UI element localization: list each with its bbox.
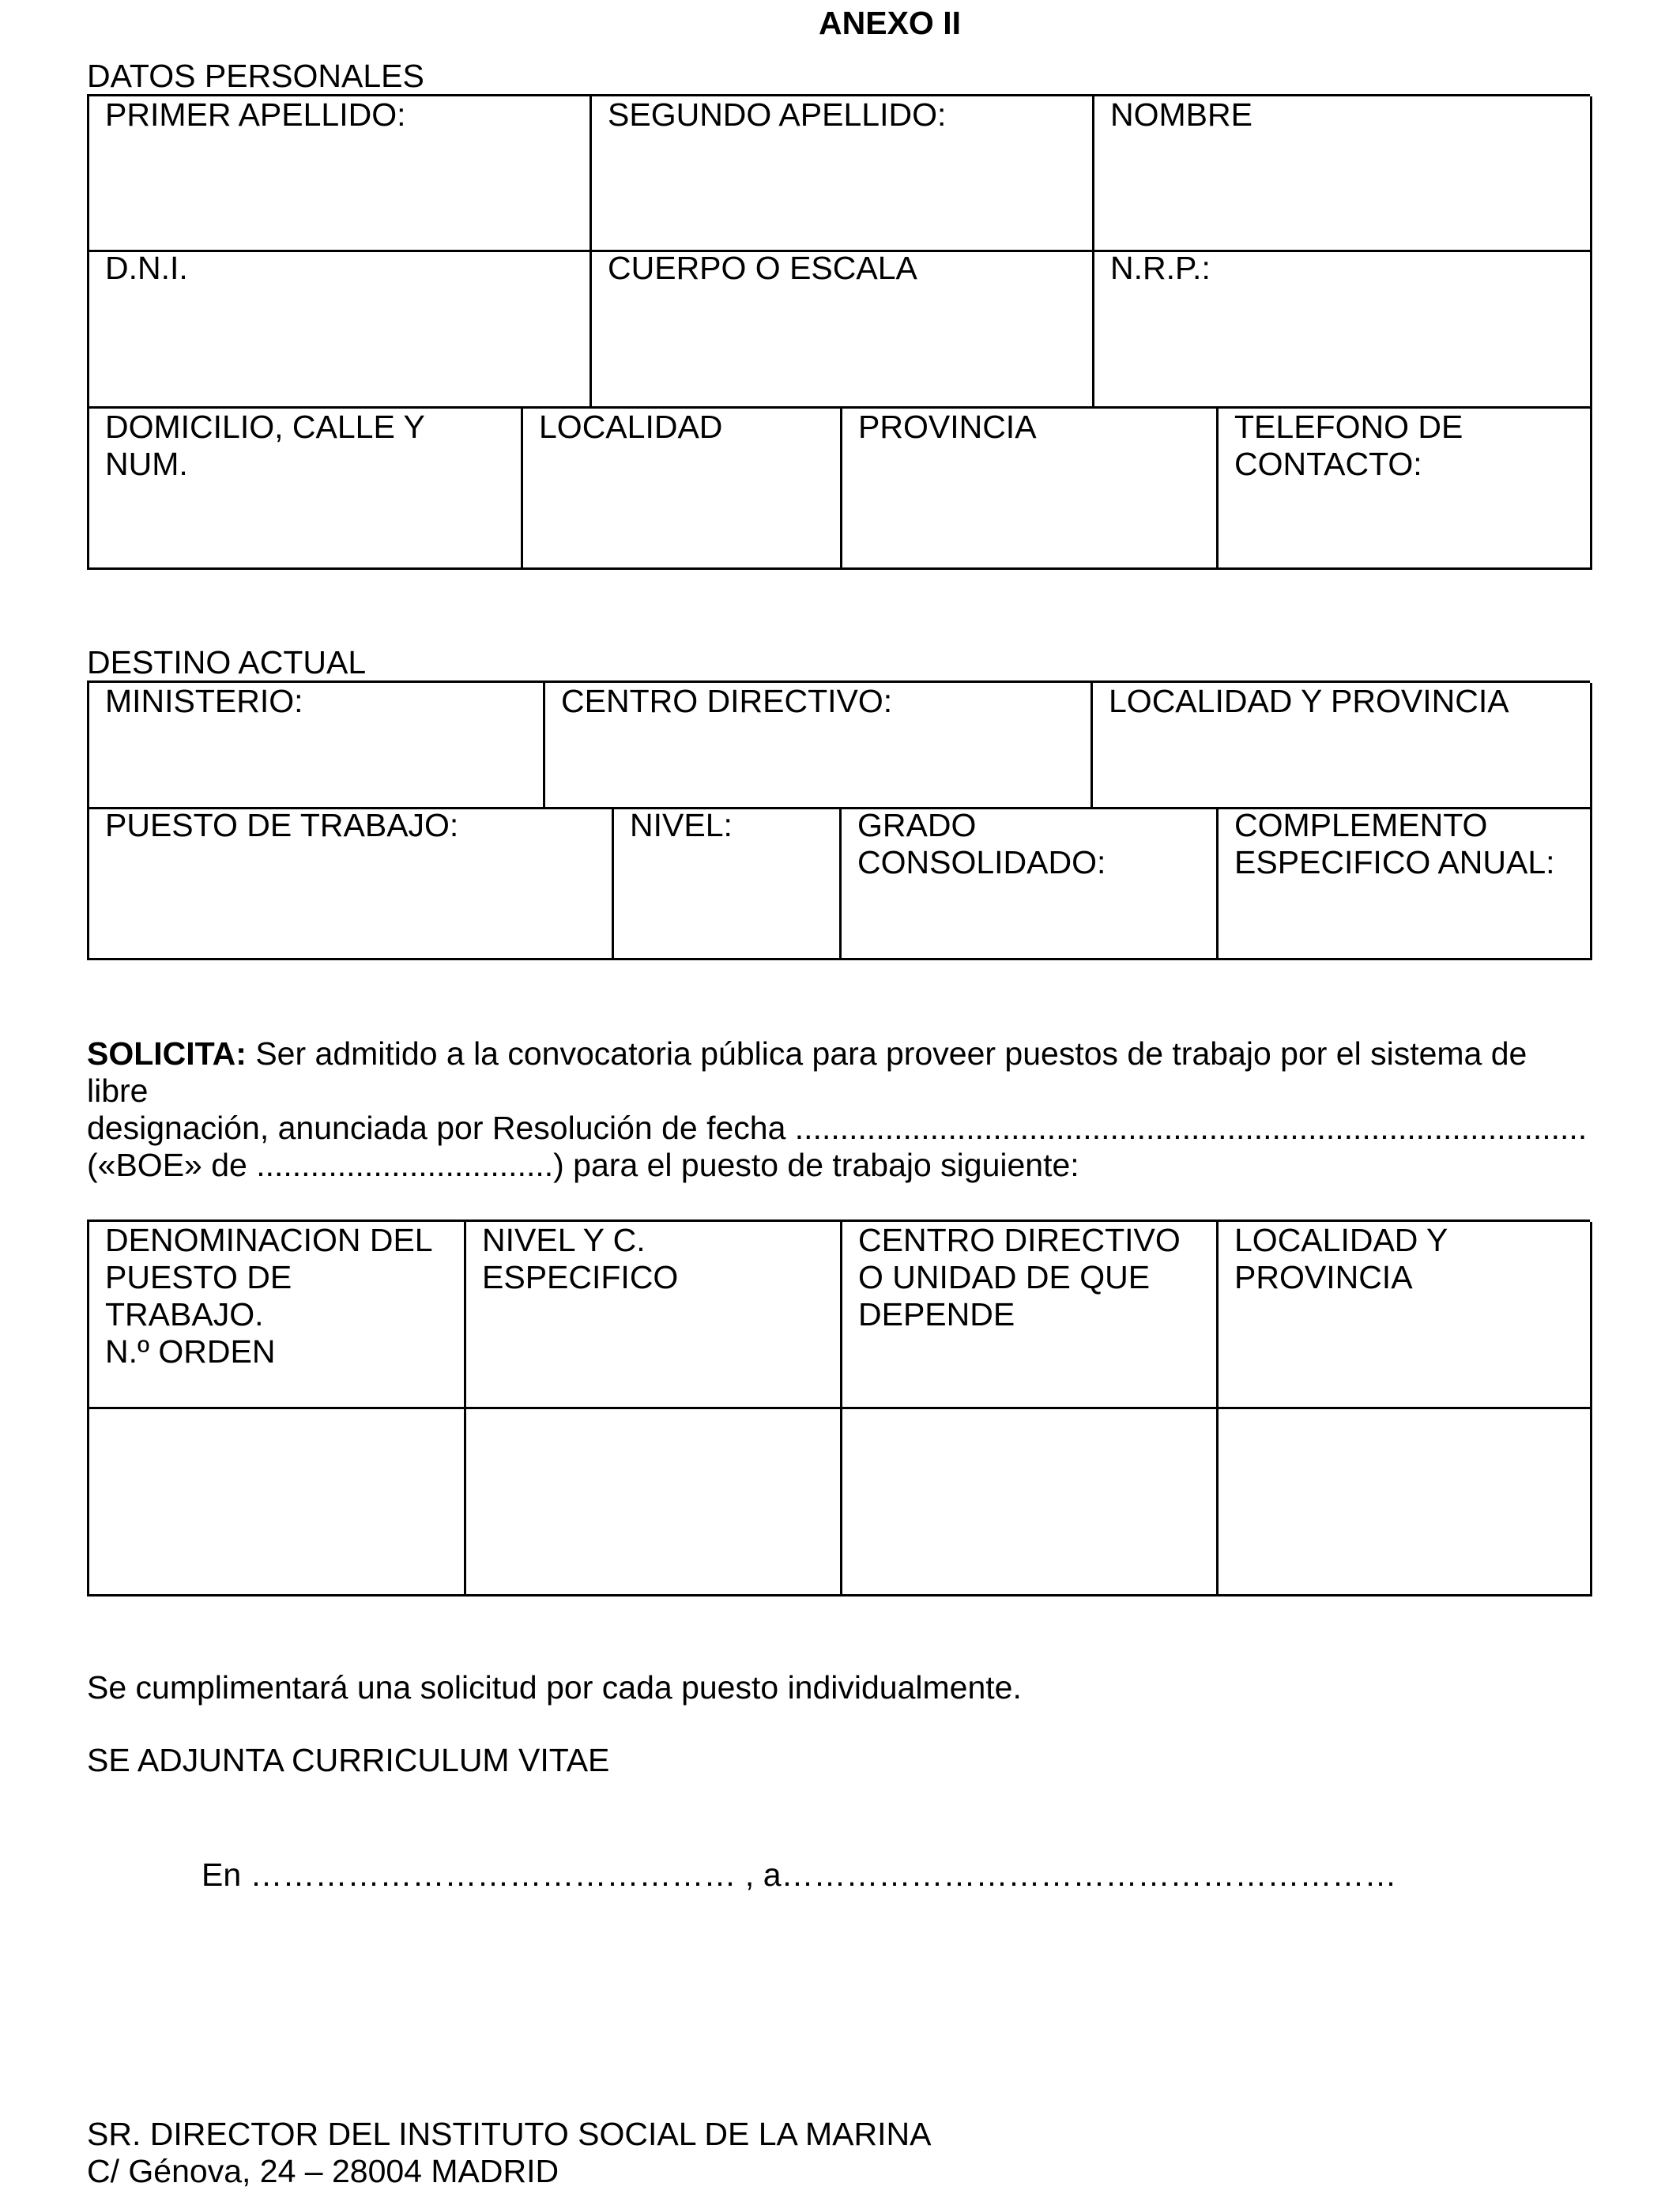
field-label: N.R.P.: — [1110, 250, 1211, 286]
field-label: CENTRO DIRECTIVO: — [561, 683, 893, 719]
field-grado-consolidado[interactable] — [842, 807, 1219, 960]
destino-actual-row2 — [87, 807, 1590, 960]
destino-actual-table — [87, 680, 1590, 809]
puesto-header-localidad: LOCALIDAD Y PROVINCIA — [1219, 1222, 1592, 1409]
field-cuerpo-escala[interactable] — [592, 250, 1094, 409]
field-nombre[interactable] — [1094, 96, 1592, 252]
field-label: LOCALIDAD — [539, 409, 723, 445]
field-provincia[interactable] — [842, 409, 1219, 570]
solicita-label: SOLICITA: — [87, 1035, 247, 1072]
field-label: TELEFONO DE CONTACTO: — [1234, 409, 1463, 482]
puesto-table — [87, 1220, 1590, 1596]
field-ministerio[interactable] — [89, 683, 545, 809]
field-nivel[interactable] — [614, 807, 842, 960]
field-nrp[interactable] — [1094, 250, 1592, 409]
solicita-text-1: Ser admitido a la convocatoria pública para proveer puestos de trabajo por el sistema de libre — [87, 1035, 1527, 1109]
field-label: MINISTERIO: — [105, 683, 303, 719]
solicita-paragraph — [87, 1035, 1596, 1184]
field-label: PUESTO DE TRABAJO: — [105, 807, 459, 843]
solicita-line-2: designación, anunciada por Resolución de fecha ........................................................................................ — [87, 1110, 1588, 1146]
field-puesto-trabajo[interactable] — [89, 807, 614, 960]
puesto-cell-nivel[interactable] — [466, 1409, 842, 1596]
field-segundo-apellido[interactable] — [592, 96, 1094, 252]
field-localidad-provincia[interactable] — [1093, 683, 1592, 809]
puesto-cell-localidad[interactable] — [1219, 1409, 1592, 1596]
puesto-header-centro: CENTRO DIRECTIVO O UNIDAD DE QUE DEPENDE — [842, 1222, 1219, 1409]
puesto-header-denominacion: DENOMINACION DEL PUESTO DE TRABAJO. N.º ORDEN — [89, 1222, 466, 1409]
puesto-cell-denominacion[interactable] — [89, 1409, 466, 1596]
field-label: PROVINCIA — [858, 409, 1037, 445]
field-label: CUERPO O ESCALA — [608, 250, 917, 286]
page-title: ANEXO II — [819, 5, 961, 41]
section-heading-datos-personales: DATOS PERSONALES — [87, 58, 424, 94]
field-label: NIVEL: — [630, 807, 733, 843]
field-centro-directivo[interactable] — [545, 683, 1093, 809]
destinatario-line-1: SR. DIRECTOR DEL INSTITUTO SOCIAL DE LA MARINA — [87, 2116, 932, 2152]
field-localidad[interactable] — [523, 409, 842, 570]
datos-personales-table — [87, 94, 1590, 252]
puesto-header-nivel: NIVEL Y C. ESPECIFICO — [466, 1222, 842, 1409]
field-label: SEGUNDO APELLIDO: — [608, 96, 947, 133]
field-label: LOCALIDAD Y PROVINCIA — [1109, 683, 1509, 719]
field-label: DOMICILIO, CALLE Y NUM. — [105, 409, 425, 482]
field-label: NOMBRE — [1110, 96, 1252, 133]
puesto-cell-centro[interactable] — [842, 1409, 1219, 1596]
field-label: GRADO CONSOLIDADO: — [857, 807, 1106, 880]
datos-personales-row3 — [87, 409, 1590, 570]
datos-personales-row2 — [87, 250, 1590, 409]
field-telefono[interactable] — [1219, 409, 1592, 570]
field-label: PRIMER APELLIDO: — [105, 96, 406, 133]
field-dni[interactable] — [89, 250, 592, 409]
adjunta-text: SE ADJUNTA CURRICULUM VITAE — [87, 1742, 610, 1778]
section-heading-destino-actual: DESTINO ACTUAL — [87, 644, 367, 680]
lugar-fecha-line[interactable]: En ……………………………………… , a………………………………………………… — [202, 1857, 1397, 1893]
field-label: D.N.I. — [105, 250, 188, 286]
field-primer-apellido[interactable] — [89, 96, 592, 252]
field-label: COMPLEMENTO ESPECIFICO ANUAL: — [1234, 807, 1555, 880]
note-text: Se cumplimentará una solicitud por cada puesto individualmente. — [87, 1669, 1022, 1706]
solicita-line-1 — [87, 1035, 1596, 1110]
field-complemento-especifico[interactable] — [1219, 807, 1592, 960]
field-domicilio[interactable] — [89, 409, 523, 570]
solicita-line-3: («BOE» de .................................) para el puesto de trabajo siguiente: — [87, 1147, 1079, 1183]
destinatario-line-2: C/ Génova, 24 – 28004 MADRID — [87, 2153, 559, 2189]
